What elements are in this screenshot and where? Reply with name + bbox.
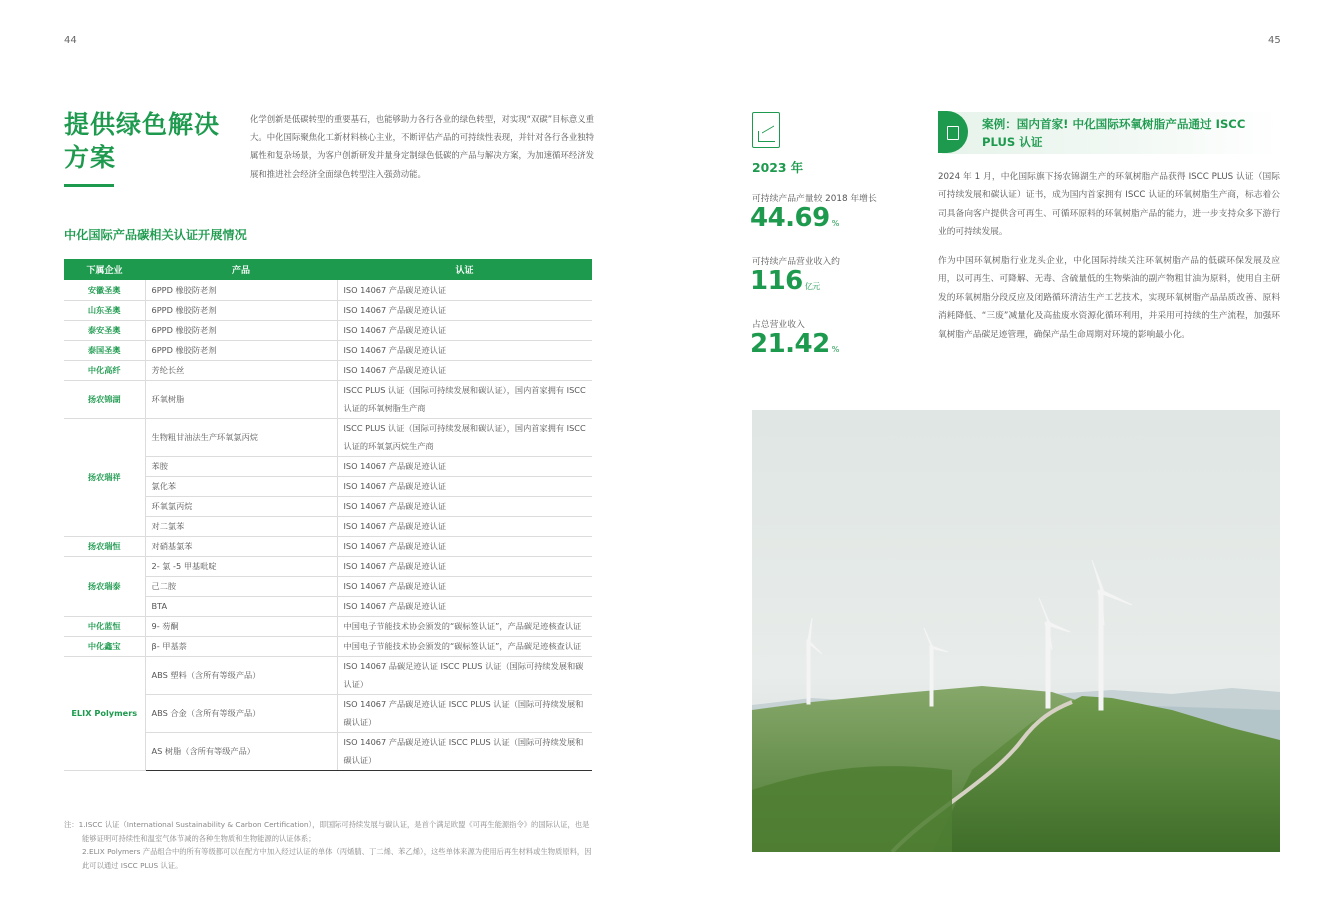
certification-table bbox=[64, 259, 592, 771]
page-number-left: 44 bbox=[64, 35, 77, 46]
header-company: 下属企业 bbox=[64, 259, 145, 280]
cell-company: 泰安圣奥 bbox=[64, 320, 145, 340]
stat-label-1: 可持续产品产量较 2018 年增长 bbox=[752, 194, 877, 204]
cell-cert: ISO 14067 产品碳足迹认证 bbox=[337, 300, 592, 320]
stat-label-3: 占总营业收入 bbox=[752, 320, 805, 330]
table-row bbox=[64, 418, 592, 456]
cell-product: 2- 氯 -5 甲基吡啶 bbox=[145, 556, 337, 576]
cell-cert: ISO 14067 产品碳足迹认证 ISCC PLUS 认证（国际可持续发展和碳认证） bbox=[337, 732, 592, 770]
cell-cert: ISO 14067 产品碳足迹认证 bbox=[337, 476, 592, 496]
cell-cert: ISO 14067 产品碳足迹认证 bbox=[337, 596, 592, 616]
cell-cert: ISO 14067 产品碳足迹认证 bbox=[337, 360, 592, 380]
cell-product: ABS 塑料（含所有等级产品） bbox=[145, 656, 337, 694]
table-row bbox=[64, 280, 592, 300]
cell-company: 中化蓝恒 bbox=[64, 616, 145, 636]
cell-company: 山东圣奥 bbox=[64, 300, 145, 320]
cell-cert: ISO 14067 产品碳足迹认证 bbox=[337, 456, 592, 476]
cell-company: 中化高纤 bbox=[64, 360, 145, 380]
cell-product: AS 树脂（含所有等级产品） bbox=[145, 732, 337, 770]
header-product: 产品 bbox=[145, 259, 337, 280]
table-row bbox=[64, 380, 592, 418]
cell-cert: ISO 14067 产品碳足迹认证 bbox=[337, 556, 592, 576]
note-1: 注：1.ISCC 认证（International Sustainability & Carbon Certification），即国际可持续发展与碳认证，是首个满足欧盟《可再生能源指令》的国际认证，也是能够证明可持续性和温室气体节减的各种生物质和生物能源的认证体系； bbox=[64, 820, 590, 843]
cell-company: 扬农瑞泰 bbox=[64, 556, 145, 616]
case-title: 案例：国内首家! 中化国际环氧树脂产品通过 ISCC PLUS 认证 bbox=[982, 117, 1246, 149]
cell-product: 对硝基氯苯 bbox=[145, 536, 337, 556]
cell-cert: ISO 14067 产品碳足迹认证 bbox=[337, 340, 592, 360]
table-row bbox=[64, 616, 592, 636]
cell-product: 氯化苯 bbox=[145, 476, 337, 496]
cell-product: 环氧氯丙烷 bbox=[145, 496, 337, 516]
table-row bbox=[64, 656, 592, 694]
cell-product: β- 甲基萘 bbox=[145, 636, 337, 656]
stat-value-2: 116 亿元 bbox=[750, 266, 820, 296]
cell-product: 芳纶长丝 bbox=[145, 360, 337, 380]
table-title: 中化国际产品碳相关认证开展情况 bbox=[64, 228, 247, 242]
cell-product: 6PPD 橡胶防老剂 bbox=[145, 300, 337, 320]
cell-product: 生物粗甘油法生产环氧氯丙烷 bbox=[145, 418, 337, 456]
cell-product: 对二氯苯 bbox=[145, 516, 337, 536]
case-paragraph-1: 2024 年 1 月，中化国际旗下扬农锦湖生产的环氧树脂产品获得 ISCC PLUS 认证（国际可持续发展和碳认证）证书，成为国内首家拥有 ISCC 认证的环氧树脂生产商，标志着公司具备向客户提供含可再生、可循环原料的环氧树脂产品的能力，进一步支持众多下游行业的可持续发展。 bbox=[938, 172, 1280, 238]
table-row bbox=[64, 360, 592, 380]
stats-year: 2023 年 bbox=[752, 160, 804, 175]
cell-product: 己二胺 bbox=[145, 576, 337, 596]
cell-company: ELIX Polymers bbox=[64, 656, 145, 770]
cell-cert: ISCC PLUS 认证（国际可持续发展和碳认证），国内首家拥有 ISCC 认证的环氧树脂生产商 bbox=[337, 380, 592, 418]
cell-cert: ISO 14067 产品碳足迹认证 ISCC PLUS 认证（国际可持续发展和碳认证） bbox=[337, 694, 592, 732]
chart-document-icon bbox=[752, 112, 780, 148]
cell-company: 安徽圣奥 bbox=[64, 280, 145, 300]
cell-company: 中化鑫宝 bbox=[64, 636, 145, 656]
section-title: 提供绿色解决方案 bbox=[64, 110, 221, 172]
table-header-row bbox=[64, 259, 592, 280]
cell-product: 6PPD 橡胶防老剂 bbox=[145, 320, 337, 340]
cell-product: 环氧树脂 bbox=[145, 380, 337, 418]
cell-product: BTA bbox=[145, 596, 337, 616]
title-underline bbox=[64, 184, 114, 187]
cell-cert: 中国电子节能技术协会颁发的“碳标签认证”，产品碳足迹核查认证 bbox=[337, 616, 592, 636]
cell-company: 扬农锦湖 bbox=[64, 380, 145, 418]
table-row bbox=[64, 636, 592, 656]
cell-cert: ISO 14067 产品碳足迹认证 bbox=[337, 536, 592, 556]
wind-turbine-photo bbox=[752, 410, 1280, 852]
table-row bbox=[64, 300, 592, 320]
cell-cert: 中国电子节能技术协会颁发的“碳标签认证”，产品碳足迹核查认证 bbox=[337, 636, 592, 656]
cell-product: ABS 合金（含所有等级产品） bbox=[145, 694, 337, 732]
case-paragraph-2: 作为中国环氧树脂行业龙头企业，中化国际持续关注环氧树脂产品的低碳环保发展及应用，以可再生、可降解、无毒、含硫量低的生物柴油的副产物粗甘油为原料，使用自主研发的环氧树脂分段反应及闭路循环清洁生产工艺技术，实现环氧树脂产品品质改善、原料消耗降低、“三废”减量化及高盐废水资源化循环利用，并采用可持续的生产流程，加强环氧树脂产品碳足迹管理，确保产品生命周期对环境的影响最小化。 bbox=[938, 256, 1280, 340]
table-row bbox=[64, 340, 592, 360]
header-cert: 认证 bbox=[337, 259, 592, 280]
cell-cert: ISO 14067 产品碳足迹认证 bbox=[337, 320, 592, 340]
cell-product: 6PPD 橡胶防老剂 bbox=[145, 280, 337, 300]
cell-company: 扬农瑞恒 bbox=[64, 536, 145, 556]
stat-label-2: 可持续产品营业收入约 bbox=[752, 257, 840, 267]
cell-company: 泰国圣奥 bbox=[64, 340, 145, 360]
stat-value-1: 44.69 % bbox=[750, 203, 839, 233]
cell-company: 扬农瑞祥 bbox=[64, 418, 145, 536]
cell-cert: ISCC PLUS 认证（国际可持续发展和碳认证），国内首家拥有 ISCC 认证的环氧氯丙烷生产商 bbox=[337, 418, 592, 456]
cell-cert: ISO 14067 产品碳足迹认证 bbox=[337, 496, 592, 516]
cell-cert: ISO 14067 产品碳足迹认证 bbox=[337, 576, 592, 596]
cell-product: 9- 芴酮 bbox=[145, 616, 337, 636]
cell-product: 苯胺 bbox=[145, 456, 337, 476]
cell-product: 6PPD 橡胶防老剂 bbox=[145, 340, 337, 360]
cell-cert: ISO 14067 产品碳足迹认证 bbox=[337, 516, 592, 536]
stat-value-3: 21.42 % bbox=[750, 329, 839, 359]
note-2: 2.ELIX Polymers 产品组合中的所有等级都可以在配方中加入经过认证的单体（丙烯腈、丁二烯、苯乙烯），这些单体来源为使用后再生材料或生物质原料，因此可以通过 ISCC PLUS 认证。 bbox=[82, 847, 592, 870]
table-row bbox=[64, 536, 592, 556]
table-notes bbox=[64, 818, 594, 872]
table-row bbox=[64, 556, 592, 576]
cell-cert: ISO 14067 产品碳足迹认证 bbox=[337, 280, 592, 300]
page-number-right: 45 bbox=[1268, 35, 1281, 46]
table-row bbox=[64, 320, 592, 340]
cell-cert: ISO 14067 品碳足迹认证 ISCC PLUS 认证（国际可持续发展和碳认证） bbox=[337, 656, 592, 694]
section-intro: 化学创新是低碳转型的重要基石，也能够助力各行各业的绿色转型，对实现“双碳”目标意义重大。中化国际聚焦化工新材料核心主业，不断评估产品的可持续性表现，并针对各行各业独特属性和复杂场景，为客户创新研发并量身定制绿色低碳的产品与解决方案，为加速循环经济发展和推进社会经济全面绿色转型注入强劲动能。 bbox=[250, 114, 594, 179]
